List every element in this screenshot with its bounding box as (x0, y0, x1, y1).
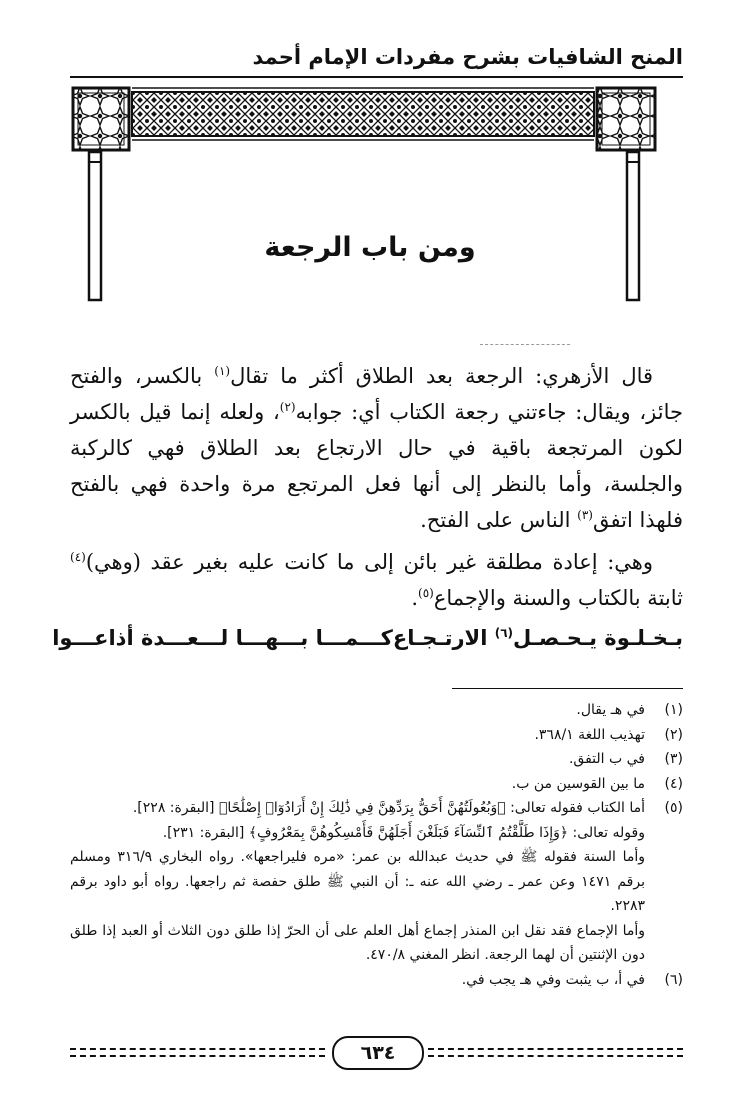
footnote (70, 772, 683, 797)
text-run: ثابتة بالكتاب والسنة والإجماع (433, 586, 683, 610)
page-number-rule (428, 1048, 683, 1050)
footnote-continuation: وأما السنة فقوله ﷺ في حديث عبدالله بن عمر: «مره فليراجعها». رواه البخاري ٣١٦/٩ ومسلم برقم ١٤٧١ وعن عمر ـ رضي الله عنه ـ: أن النبي ﷺ طلق حفصة ثم راجعها. رواه أبو داود برقم ٢٢٨٣. (70, 849, 646, 914)
left-pillar (89, 152, 101, 300)
lattice-band (132, 88, 594, 140)
footnote-ref-4[interactable]: (٤) (70, 550, 86, 564)
footnote-ref-6[interactable]: (٦) (494, 626, 513, 640)
footnote-separator (452, 688, 683, 689)
paragraph-ruling (70, 544, 683, 616)
poem-hemistich-second: كـــمـــا بـــهـــا لـــعـــدة أذاعـــوا (52, 626, 393, 650)
footnote-ref-3[interactable]: (٣) (577, 508, 593, 522)
footnotes (70, 698, 683, 992)
poem-verse (52, 616, 683, 660)
footnote (70, 796, 683, 821)
footnote (70, 968, 683, 993)
footnote-number: (٣) (664, 751, 683, 767)
text-run: ، ولعله إنما قيل بالكسر لكون المرتجعة باقية في حال الارتجاع بعد الطلاق فهي كالركبة والجلسة، وأما بالنظر إلى أنها فعل المرتجع مرة واحدة فهي بالفتح فلهذا اتفق (70, 400, 683, 532)
right-pillar (627, 152, 639, 300)
main-text (70, 358, 683, 616)
left-star-panel (73, 88, 129, 150)
footnote-continuation: وأما الإجماع فقد نقل ابن المنذر إجماع أهل العلم على أن الحرّ إذا طلق دون الثلاث أو العبد إذا طلق دون الإثنتين أن لهما الرجعة. انظر المغني ٤٧٠/٨. (70, 922, 645, 963)
footnote-text: في هـ يقال. (576, 702, 645, 718)
page-number-rule (428, 1055, 683, 1057)
right-star-panel (597, 88, 655, 150)
footnote-number: (٢) (664, 726, 683, 743)
page-number-rule (70, 1048, 325, 1050)
page-number-bar (70, 1036, 683, 1072)
text-run: . (411, 586, 418, 610)
footnote-text: ما بين القوسين من ب. (511, 775, 645, 792)
footnote-number: (٥) (664, 800, 683, 816)
header-rule (70, 76, 683, 78)
poem-hemistich-first (393, 626, 683, 650)
footnote-text: أما الكتاب فقوله تعالى: ﴿وَبُعُولَتُهُنَّ أَحَقُّ بِرَدِّهِنَّ فِي ذَٰلِكَ إِنْ أَرَادُوٓا۟ إِصْلَٰحًا﴾ [البقرة: ٢٢٨]. (132, 800, 645, 816)
faint-scan-mark (480, 344, 570, 345)
footnote-text: في ب التفق. (568, 751, 645, 767)
footnote-ref-1[interactable]: (١) (214, 364, 231, 378)
verse-text: بـخـلـوة يـحـصـل (513, 626, 683, 650)
text-run: قال الأزهري: الرجعة بعد الطلاق أكثر ما تقال (230, 364, 654, 388)
footnote-number: (١) (664, 702, 683, 718)
footnote-continuation: وقوله تعالى: ﴿وَإِذَا طَلَّقْتُمُ ٱلنِّسَآءَ فَبَلَغْنَ أَجَلَهُنَّ فَأَمْسِكُوهُنَّ بِمَعْرُوفٍ﴾ [البقرة: ٢٣١]. (162, 824, 645, 841)
chapter-title: ومن باب الرجعة (264, 232, 476, 263)
footnote (70, 747, 683, 772)
footnote-text: في أ، ب يثبت وفي هـ يجب في. (461, 971, 645, 988)
running-header: المنح الشافيات بشرح مفردات الإمام أحمد (252, 45, 683, 69)
page-number-rule (70, 1055, 325, 1057)
text-run: الناس على الفتح. (420, 508, 578, 532)
footnote-ref-2[interactable]: (٢) (279, 400, 296, 414)
verse-text: الارتـجـاع (392, 626, 495, 650)
page-number: ٦٣٤ (332, 1036, 424, 1070)
footnote-ref-5[interactable]: (٥) (418, 586, 434, 600)
text-run: بالكسر، والفتح جائز، ويقال: جاءتني رجعة الكتاب أي: جوابه (70, 364, 683, 424)
footnote (70, 723, 683, 748)
footnote (70, 698, 683, 723)
ornamental-frame (70, 86, 658, 306)
paragraph-definition (70, 358, 683, 538)
footnote-number: (٦) (664, 971, 683, 988)
footnote-text: تهذيب اللغة ٣٦٨/١. (534, 726, 645, 743)
footnote-number: (٤) (664, 775, 683, 792)
text-run: وهي: إعادة مطلقة غير بائن إلى ما كانت عليه بغير عقد (وهي) (85, 550, 653, 574)
